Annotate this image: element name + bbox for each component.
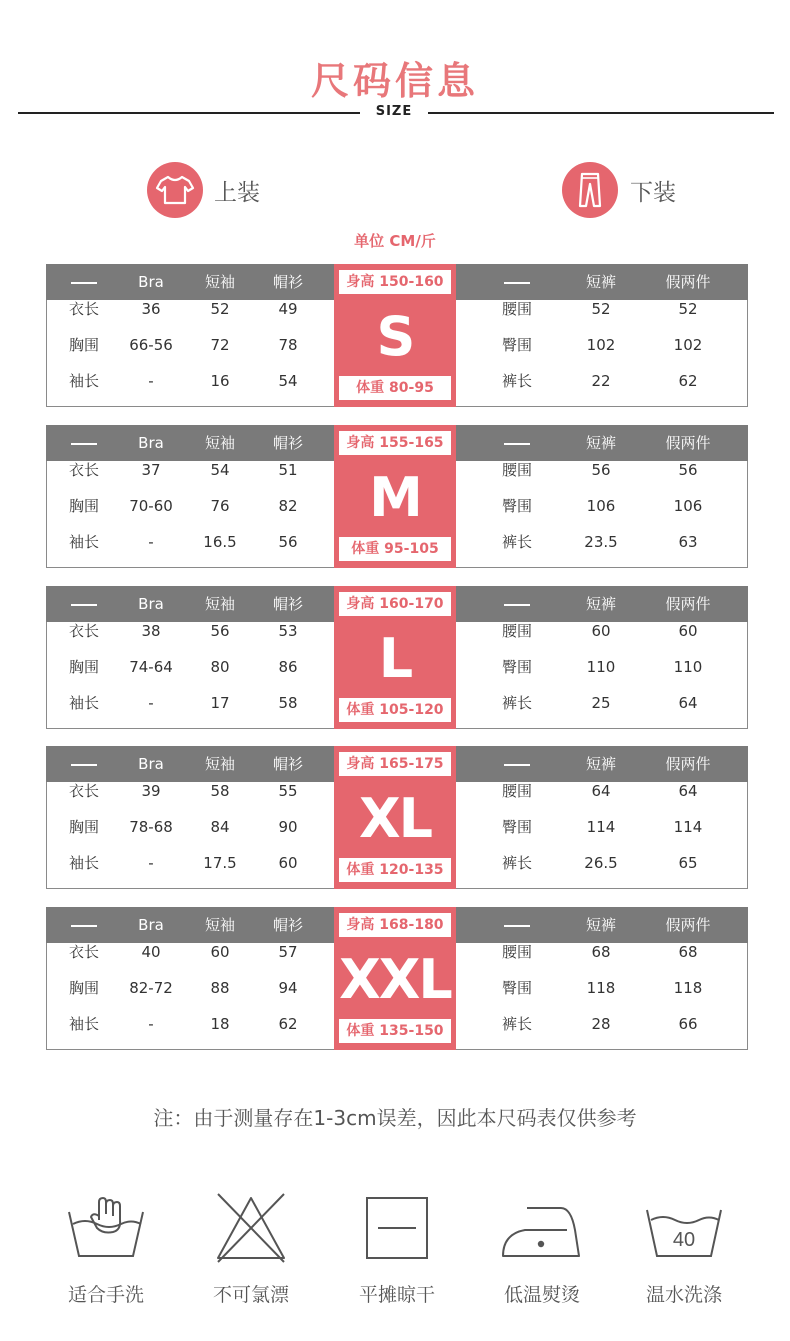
bottom-row-label: 裤长 — [501, 854, 532, 872]
bottom-row-label: 腰围 — [501, 622, 532, 640]
top-column-header: 帽衫 — [272, 916, 303, 934]
top-column-header: 短袖 — [204, 755, 235, 773]
top-value-cell: 76 — [210, 497, 230, 515]
header-dash — [504, 764, 530, 766]
size-table-xxl — [46, 907, 748, 1050]
care-label-no-bleach: 不可氯漂 — [212, 1284, 289, 1306]
top-row-label: 胸围 — [68, 979, 99, 997]
top-value-cell: 56 — [278, 533, 298, 551]
top-value-cell: 17 — [210, 694, 230, 712]
bottom-value-cell: 102 — [673, 336, 703, 354]
bottom-value-cell: 118 — [673, 979, 703, 997]
height-range: 身高 165-175 — [339, 752, 451, 776]
bottom-value-cell: 64 — [591, 782, 611, 800]
top-row-label: 衣长 — [68, 943, 99, 961]
size-badge-column — [334, 907, 456, 1050]
top-value-cell: 74-64 — [129, 658, 173, 676]
top-value-cell: 54 — [210, 461, 230, 479]
header-dash — [504, 443, 530, 445]
bottom-value-cell: 110 — [586, 658, 616, 676]
top-row-label: 胸围 — [68, 658, 99, 676]
top-value-cell: 36 — [141, 300, 161, 318]
bottom-row-label: 腰围 — [501, 943, 532, 961]
top-value-cell: 88 — [210, 979, 230, 997]
care-label-low-iron: 低温熨烫 — [503, 1284, 580, 1306]
size-letter: M — [369, 466, 421, 529]
top-column-header: Bra — [138, 434, 164, 452]
bottom-value-cell: 68 — [678, 943, 698, 961]
top-value-cell: - — [148, 372, 154, 390]
top-value-cell: 53 — [278, 622, 298, 640]
top-row-label: 袖长 — [68, 533, 99, 551]
top-value-cell: - — [148, 694, 154, 712]
top-value-cell: 78 — [278, 336, 298, 354]
bottom-value-cell: 68 — [591, 943, 611, 961]
bottom-row-label: 腰围 — [501, 782, 532, 800]
bottom-column-header: 短裤 — [585, 434, 616, 452]
top-column-header: Bra — [138, 755, 164, 773]
size-badge-column — [334, 586, 456, 729]
bottom-column-header: 短裤 — [585, 595, 616, 613]
top-value-cell: 90 — [278, 818, 298, 836]
top-column-header: 短袖 — [204, 916, 235, 934]
top-column-header: 短袖 — [204, 595, 235, 613]
bottom-value-cell: 102 — [586, 336, 616, 354]
top-value-cell: 18 — [210, 1015, 230, 1033]
top-row-label: 胸围 — [68, 336, 99, 354]
bottom-column-header: 假两件 — [665, 916, 711, 934]
top-value-cell: 39 — [141, 782, 161, 800]
bottom-row-label: 腰围 — [501, 461, 532, 479]
top-row-label: 袖长 — [68, 854, 99, 872]
care-label-dry-flat: 平摊晾干 — [358, 1284, 435, 1306]
top-value-cell: 94 — [278, 979, 298, 997]
bottom-row-label: 腰围 — [501, 300, 532, 318]
size-letter: XXL — [339, 948, 451, 1011]
bottom-value-cell: 28 — [591, 1015, 611, 1033]
warm-wash-icon — [614, 1190, 754, 1266]
weight-range: 体重 95-105 — [339, 537, 451, 561]
bottom-row-label: 臀围 — [501, 979, 532, 997]
top-value-cell: 38 — [141, 622, 161, 640]
size-table-s — [46, 264, 748, 407]
top-value-cell: 72 — [210, 336, 230, 354]
bottom-value-cell: 56 — [678, 461, 698, 479]
top-value-cell: - — [148, 533, 154, 551]
height-range: 身高 168-180 — [339, 913, 451, 937]
care-label-hand-wash: 适合手洗 — [67, 1284, 144, 1306]
header-dash — [504, 282, 530, 284]
top-value-cell: 55 — [278, 782, 298, 800]
top-value-cell: 51 — [278, 461, 298, 479]
bottom-value-cell: 110 — [673, 658, 703, 676]
weight-range: 体重 105-120 — [339, 698, 451, 722]
bottom-row-label: 臀围 — [501, 818, 532, 836]
tshirt-icon — [147, 162, 203, 218]
bottom-row-label: 裤长 — [501, 694, 532, 712]
hand-wash-icon — [36, 1190, 176, 1266]
size-table-xl — [46, 746, 748, 889]
size-table-m — [46, 425, 748, 568]
bottom-column-header: 假两件 — [665, 273, 711, 291]
bottom-column-header: 假两件 — [665, 755, 711, 773]
top-value-cell: 80 — [210, 658, 230, 676]
top-value-cell: - — [148, 854, 154, 872]
top-value-cell: 66-56 — [129, 336, 173, 354]
header-dash — [71, 764, 97, 766]
top-value-cell: 86 — [278, 658, 298, 676]
bottom-value-cell: 22 — [591, 372, 611, 390]
page-title: 尺码信息 — [310, 59, 479, 103]
bottom-value-cell: 56 — [591, 461, 611, 479]
bottom-row-label: 裤长 — [501, 372, 532, 390]
weight-range: 体重 120-135 — [339, 858, 451, 882]
top-value-cell: 82-72 — [129, 979, 173, 997]
size-badge-column — [334, 746, 456, 889]
header-dash — [71, 604, 97, 606]
bottom-value-cell: 114 — [673, 818, 703, 836]
top-row-label: 胸围 — [68, 818, 99, 836]
weight-range: 体重 135-150 — [339, 1019, 451, 1043]
top-category-label: 上装 — [214, 180, 260, 206]
bottom-column-header: 假两件 — [665, 595, 711, 613]
top-value-cell: 84 — [210, 818, 230, 836]
size-table-l — [46, 586, 748, 729]
bottom-value-cell: 52 — [591, 300, 611, 318]
top-value-cell: 52 — [210, 300, 230, 318]
bottom-value-cell: 64 — [678, 694, 698, 712]
top-value-cell: 60 — [278, 854, 298, 872]
size-letter: S — [376, 305, 414, 368]
top-column-header: Bra — [138, 273, 164, 291]
bottom-value-cell: 64 — [678, 782, 698, 800]
top-value-cell: 58 — [278, 694, 298, 712]
top-column-header: 帽衫 — [272, 755, 303, 773]
size-letter: L — [378, 627, 412, 690]
top-value-cell: 17.5 — [203, 854, 237, 872]
care-label-warm-wash: 温水洗涤 — [645, 1284, 722, 1306]
size-subtitle: SIZE — [375, 104, 413, 119]
top-column-header: Bra — [138, 595, 164, 613]
top-row-label: 袖长 — [68, 1015, 99, 1033]
top-column-header: 短袖 — [204, 273, 235, 291]
header-dash — [504, 925, 530, 927]
top-value-cell: - — [148, 1015, 154, 1033]
wash-temperature: 40 — [672, 1229, 696, 1251]
top-row-label: 胸围 — [68, 497, 99, 515]
height-range: 身高 155-165 — [339, 431, 451, 455]
top-value-cell: 40 — [141, 943, 161, 961]
header-dash — [504, 604, 530, 606]
top-row-label: 袖长 — [68, 372, 99, 390]
top-value-cell: 60 — [210, 943, 230, 961]
bottom-column-header: 假两件 — [665, 434, 711, 452]
top-value-cell: 82 — [278, 497, 298, 515]
bottom-value-cell: 118 — [586, 979, 616, 997]
top-column-header: 短袖 — [204, 434, 235, 452]
top-value-cell: 49 — [278, 300, 298, 318]
title-rule-left — [18, 112, 360, 114]
bottom-row-label: 臀围 — [501, 658, 532, 676]
top-value-cell: 16 — [210, 372, 230, 390]
no-bleach-icon — [181, 1190, 321, 1266]
top-row-label: 衣长 — [68, 622, 99, 640]
top-row-label: 袖长 — [68, 694, 99, 712]
top-value-cell: 70-60 — [129, 497, 173, 515]
bottom-value-cell: 26.5 — [584, 854, 618, 872]
bottom-value-cell: 114 — [586, 818, 616, 836]
bottom-value-cell: 63 — [678, 533, 698, 551]
weight-range: 体重 80-95 — [339, 376, 451, 400]
bottom-value-cell: 66 — [678, 1015, 698, 1033]
top-column-header: 帽衫 — [272, 273, 303, 291]
bottom-row-label: 臀围 — [501, 336, 532, 354]
bottom-category-label: 下装 — [630, 180, 676, 206]
title-rule-right — [428, 112, 774, 114]
bottom-column-header: 短裤 — [585, 755, 616, 773]
size-badge-column — [334, 425, 456, 568]
bottom-column-header: 短裤 — [585, 916, 616, 934]
header-dash — [71, 925, 97, 927]
top-row-label: 衣长 — [68, 461, 99, 479]
top-value-cell: 57 — [278, 943, 298, 961]
height-range: 身高 150-160 — [339, 270, 451, 294]
top-column-header: 帽衫 — [272, 595, 303, 613]
bottom-value-cell: 106 — [673, 497, 703, 515]
top-row-label: 衣长 — [68, 300, 99, 318]
height-range: 身高 160-170 — [339, 592, 451, 616]
bottom-row-label: 裤长 — [501, 533, 532, 551]
header-dash — [71, 443, 97, 445]
low-iron-icon — [472, 1190, 612, 1266]
top-value-cell: 58 — [210, 782, 230, 800]
dry-flat-icon — [327, 1190, 467, 1266]
pants-icon — [562, 162, 618, 218]
bottom-value-cell: 60 — [591, 622, 611, 640]
header-dash — [71, 282, 97, 284]
bottom-value-cell: 62 — [678, 372, 698, 390]
bottom-value-cell: 60 — [678, 622, 698, 640]
top-value-cell: 78-68 — [129, 818, 173, 836]
top-value-cell: 37 — [141, 461, 161, 479]
measurement-note: 注：由于测量存在1-3cm误差，因此本尺码表仅供参考 — [153, 1106, 637, 1130]
top-value-cell: 54 — [278, 372, 298, 390]
bottom-column-header: 短裤 — [585, 273, 616, 291]
top-value-cell: 16.5 — [203, 533, 237, 551]
bottom-value-cell: 52 — [678, 300, 698, 318]
size-badge-column — [334, 264, 456, 407]
top-column-header: Bra — [138, 916, 164, 934]
bottom-value-cell: 65 — [678, 854, 698, 872]
top-value-cell: 62 — [278, 1015, 298, 1033]
bottom-row-label: 臀围 — [501, 497, 532, 515]
unit-label: 单位 CM/斤 — [354, 232, 436, 250]
bottom-value-cell: 23.5 — [584, 533, 618, 551]
bottom-value-cell: 106 — [586, 497, 616, 515]
top-row-label: 衣长 — [68, 782, 99, 800]
bottom-row-label: 裤长 — [501, 1015, 532, 1033]
top-value-cell: 56 — [210, 622, 230, 640]
bottom-value-cell: 25 — [591, 694, 611, 712]
top-column-header: 帽衫 — [272, 434, 303, 452]
size-letter: XL — [358, 787, 432, 850]
